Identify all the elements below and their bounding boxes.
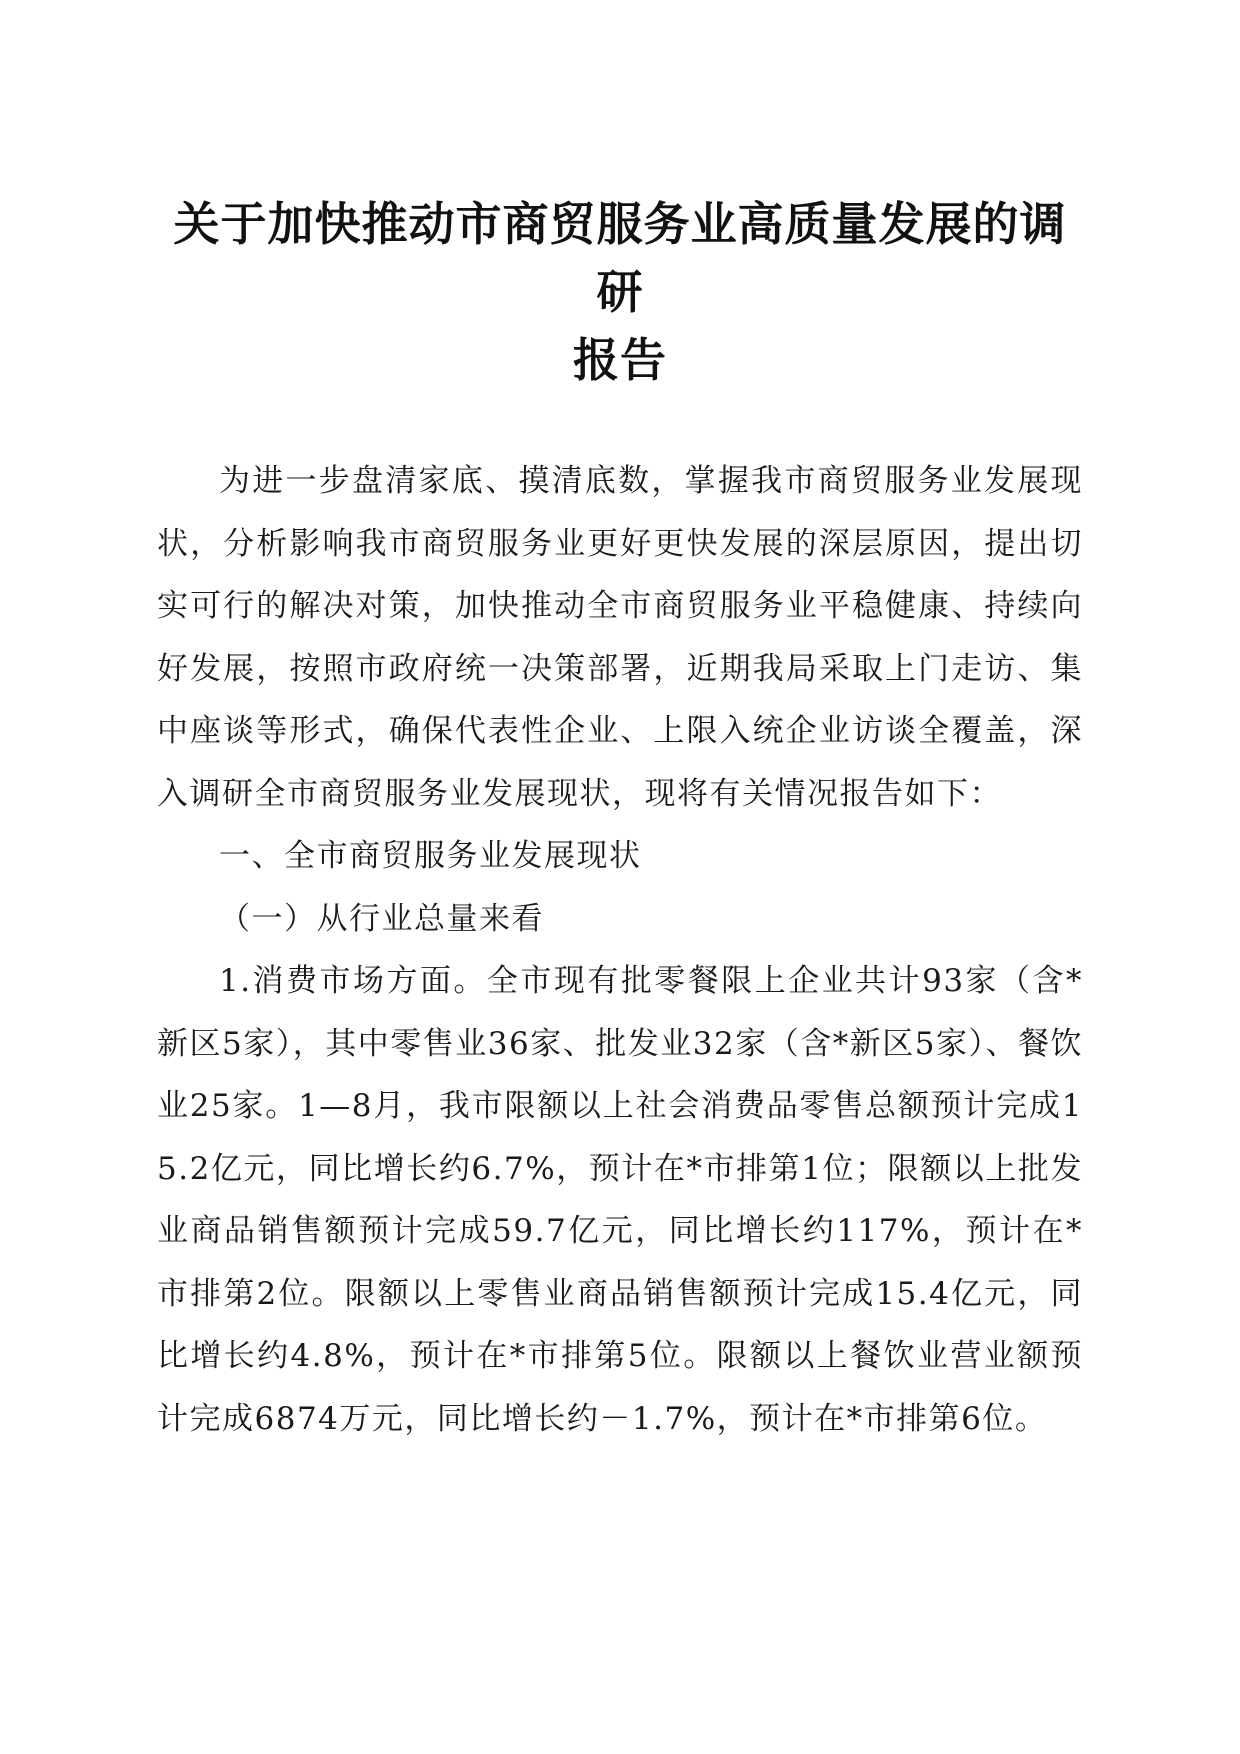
document-page bbox=[157, 190, 1083, 1450]
document-body bbox=[157, 450, 1083, 1450]
document-title-line-1: 关于加快推动市商贸服务业高质量发展的调研 bbox=[173, 197, 1067, 319]
consumer-market-paragraph: 1.消费市场方面。全市现有批零餐限上企业共计93家（含*新区5家），其中零售业36家、批发业32家（含*新区5家）、餐饮业25家。1—8月，我市限额以上社会消费品零售总额预计完成15.2亿元，同比增长约6.7%，预计在*市排第1位；限额以上批发业商品销售额预计完成59.7亿元，同比增长约117%，预计在*市排第2位。限额以上零售业商品销售额预计完成15.4亿元，同比增长约4.8%，预计在*市排第5位。限额以上餐饮业营业额预计完成6874万元，同比增长约－1.7%，预计在*市排第6位。 bbox=[157, 963, 1083, 1437]
intro-paragraph: 为进一步盘清家底、摸清底数，掌握我市商贸服务业发展现状，分析影响我市商贸服务业更好更快发展的深层原因，提出切实可行的解决对策，加快推动全市商贸服务业平稳健康、持续向好发展，按照市政府统一决策部署，近期我局采取上门走访、集中座谈等形式，确保代表性企业、上限入统企业访谈全覆盖，深入调研全市商贸服务业发展现状，现将有关情况报告如下： bbox=[157, 463, 1083, 812]
document-title-line-2: 报告 bbox=[573, 333, 667, 387]
subsection-heading: （一）从行业总量来看 bbox=[219, 900, 544, 937]
document-title bbox=[157, 190, 1083, 394]
section-heading: 一、全市商贸服务业发展现状 bbox=[219, 838, 642, 874]
